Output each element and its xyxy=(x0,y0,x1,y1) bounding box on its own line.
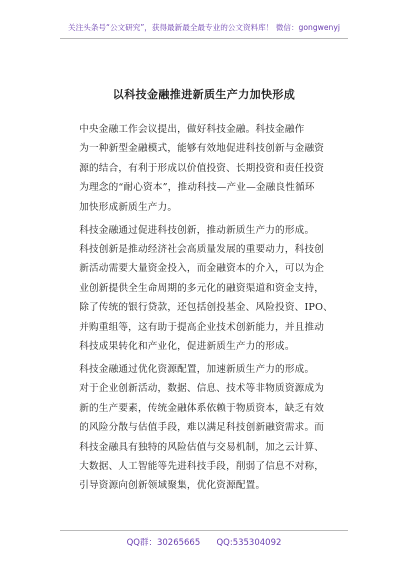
footer-divider xyxy=(60,530,348,531)
text-line: 科技金融具有独特的风险估值与交易机制，加之云计算、 xyxy=(79,441,325,453)
text-line: 科技创新是推动经济社会高质量发展的重要动力，科技创 xyxy=(79,243,325,255)
text-line: 为一种新型金融模式，能够有效地促进科技创新与金融资 xyxy=(79,143,325,155)
footer-qq-number: QQ:535304092 xyxy=(216,538,282,548)
text-line: 业创新提供全生命周期的多元化的融资渠道和资金支持， xyxy=(79,282,325,294)
text-line: 引导资源向创新领域聚集，优化资源配置。 xyxy=(79,480,266,492)
text-line: 源的结合，有利于形成以价值投资、长期投资和责任投资 xyxy=(79,162,325,174)
paragraph-3 xyxy=(60,360,350,496)
text-line: 加快形成新质生产力。 xyxy=(79,201,178,213)
text-line: 对于企业创新活动，数据、信息、技术等非物质资源成为 xyxy=(79,383,325,395)
text-line: 的风险分散与估值手段，难以满足科技创新融资需求。而 xyxy=(79,422,325,434)
header-divider xyxy=(60,38,348,39)
footer-contact xyxy=(0,536,408,548)
paragraph-2 xyxy=(60,221,350,357)
text-line: 除了传统的银行贷款，还包括创投基金、风险投资、IPO、 xyxy=(79,302,333,314)
document-title: 以科技金融推进新质生产力加快形成 xyxy=(112,88,296,101)
text-line: 中央金融工作会议提出，做好科技金融。科技金融作 xyxy=(79,124,305,135)
text-line: 为理念的“耐心资本”，推动科技—产业—金融良性循环 xyxy=(79,182,315,194)
header-note: 关注头条号“公文研究”，获得最新最全最专业的公文资料库！ 微信：gongwenyj xyxy=(68,23,340,32)
paragraph-1 xyxy=(60,120,350,217)
footer-qq-group: QQ群：30265665 xyxy=(126,538,201,548)
text-line: 并购重组等，这有助于提高企业技术创新能力，并且推动 xyxy=(79,321,325,333)
text-line: 新的生产要素，传统金融体系依赖于物质资本，缺乏有效 xyxy=(79,402,325,414)
text-line: 科技金融通过促进科技创新，推动新质生产力的形成。 xyxy=(79,224,315,236)
text-line: 科技成果转化和产业化，促进新质生产力的形成。 xyxy=(79,340,295,352)
document-body xyxy=(60,120,350,499)
text-line: 大数据、人工智能等先进科技手段，削弱了信息不对称， xyxy=(79,460,325,472)
text-line: 科技金融通过优化资源配置，加速新质生产力的形成。 xyxy=(79,363,315,375)
text-line: 新活动需要大量资金投入，而金融资本的介入，可以为企 xyxy=(79,263,325,275)
